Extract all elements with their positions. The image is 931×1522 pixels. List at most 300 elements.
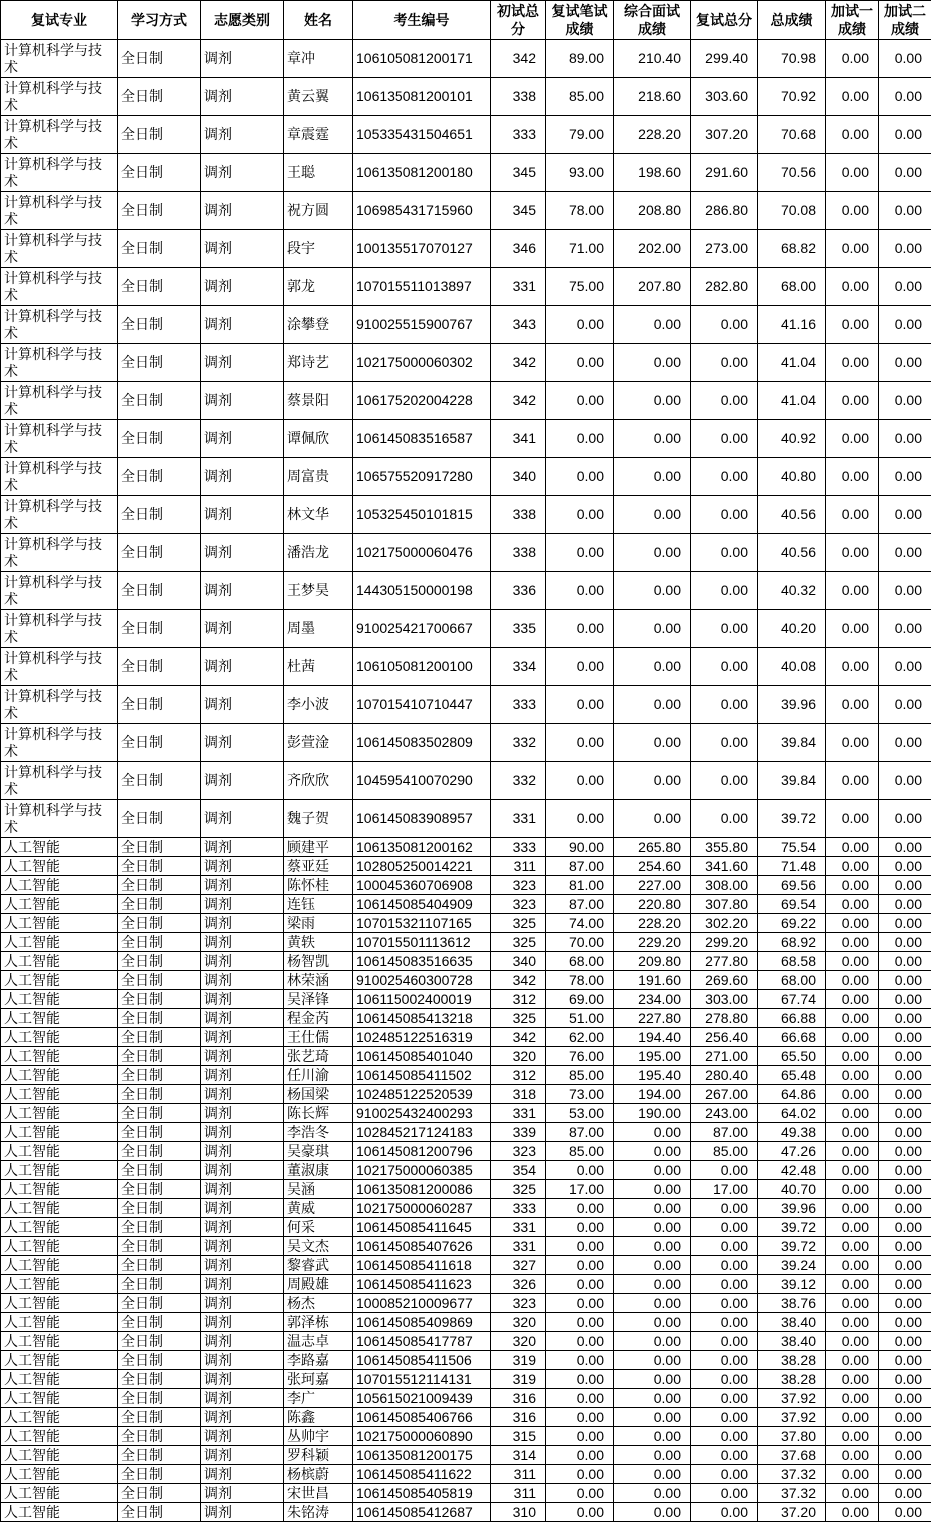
cell-extra2-score: 0.00 xyxy=(879,1294,931,1313)
cell-name: 杜茜 xyxy=(284,648,353,686)
cell-study-mode: 全日制 xyxy=(118,1161,201,1180)
cell-final-score: 39.96 xyxy=(758,1199,826,1218)
cell-written-score: 0.00 xyxy=(546,1446,614,1465)
cell-extra2-score: 0.00 xyxy=(879,192,931,230)
table-row xyxy=(1,1294,931,1313)
cell-name: 蔡亚廷 xyxy=(284,857,353,876)
cell-candidate-id: 100045360706908 xyxy=(353,876,491,895)
cell-final-score: 37.20 xyxy=(758,1503,826,1522)
cell-written-score: 0.00 xyxy=(546,1332,614,1351)
cell-retest-total: 0.00 xyxy=(691,800,758,838)
cell-written-score: 0.00 xyxy=(546,572,614,610)
cell-initial-total: 341 xyxy=(491,420,546,458)
cell-retest-total: 271.00 xyxy=(691,1047,758,1066)
cell-retest-total: 267.00 xyxy=(691,1085,758,1104)
cell-major: 人工智能 xyxy=(1,1275,118,1294)
cell-candidate-id: 102175000060385 xyxy=(353,1161,491,1180)
cell-retest-total: 0.00 xyxy=(691,344,758,382)
cell-interview-score: 198.60 xyxy=(614,154,691,192)
cell-retest-total: 286.80 xyxy=(691,192,758,230)
cell-retest-total: 0.00 xyxy=(691,534,758,572)
cell-major: 人工智能 xyxy=(1,1503,118,1522)
cell-written-score: 78.00 xyxy=(546,192,614,230)
table-row xyxy=(1,857,931,876)
cell-category: 调剂 xyxy=(201,857,284,876)
cell-initial-total: 342 xyxy=(491,344,546,382)
column-header-major: 复试专业 xyxy=(1,1,118,40)
column-header-study-mode: 学习方式 xyxy=(118,1,201,40)
cell-initial-total: 312 xyxy=(491,1066,546,1085)
table-row xyxy=(1,1218,931,1237)
table-row xyxy=(1,344,931,382)
cell-interview-score: 0.00 xyxy=(614,1180,691,1199)
table-row xyxy=(1,895,931,914)
cell-written-score: 0.00 xyxy=(546,800,614,838)
cell-retest-total: 0.00 xyxy=(691,306,758,344)
cell-written-score: 53.00 xyxy=(546,1104,614,1123)
cell-final-score: 41.04 xyxy=(758,344,826,382)
cell-name: 杨国梁 xyxy=(284,1085,353,1104)
cell-written-score: 0.00 xyxy=(546,1313,614,1332)
cell-interview-score: 229.20 xyxy=(614,933,691,952)
cell-initial-total: 342 xyxy=(491,382,546,420)
cell-name: 张珂嘉 xyxy=(284,1370,353,1389)
cell-interview-score: 234.00 xyxy=(614,990,691,1009)
table-row xyxy=(1,306,931,344)
cell-extra2-score: 0.00 xyxy=(879,1085,931,1104)
cell-interview-score: 0.00 xyxy=(614,1256,691,1275)
cell-retest-total: 303.00 xyxy=(691,990,758,1009)
cell-candidate-id: 102805250014221 xyxy=(353,857,491,876)
cell-written-score: 74.00 xyxy=(546,914,614,933)
table-row xyxy=(1,1180,931,1199)
cell-study-mode: 全日制 xyxy=(118,1351,201,1370)
cell-written-score: 0.00 xyxy=(546,1161,614,1180)
cell-interview-score: 0.00 xyxy=(614,610,691,648)
cell-extra2-score: 0.00 xyxy=(879,838,931,857)
cell-major: 人工智能 xyxy=(1,971,118,990)
cell-category: 调剂 xyxy=(201,610,284,648)
cell-candidate-id: 106135081200086 xyxy=(353,1180,491,1199)
cell-name: 吴涵 xyxy=(284,1180,353,1199)
cell-major: 人工智能 xyxy=(1,1009,118,1028)
cell-final-score: 40.92 xyxy=(758,420,826,458)
cell-interview-score: 0.00 xyxy=(614,306,691,344)
cell-category: 调剂 xyxy=(201,838,284,857)
cell-major: 计算机科学与技术 xyxy=(1,800,118,838)
cell-category: 调剂 xyxy=(201,1256,284,1275)
cell-written-score: 62.00 xyxy=(546,1028,614,1047)
cell-retest-total: 0.00 xyxy=(691,1218,758,1237)
cell-candidate-id: 106135081200180 xyxy=(353,154,491,192)
cell-extra2-score: 0.00 xyxy=(879,857,931,876)
cell-category: 调剂 xyxy=(201,895,284,914)
table-row xyxy=(1,876,931,895)
cell-extra1-score: 0.00 xyxy=(826,572,879,610)
cell-category: 调剂 xyxy=(201,268,284,306)
cell-retest-total: 282.80 xyxy=(691,268,758,306)
cell-extra2-score: 0.00 xyxy=(879,1256,931,1275)
cell-category: 调剂 xyxy=(201,1275,284,1294)
cell-category: 调剂 xyxy=(201,1161,284,1180)
cell-extra2-score: 0.00 xyxy=(879,572,931,610)
cell-initial-total: 314 xyxy=(491,1446,546,1465)
cell-major: 人工智能 xyxy=(1,952,118,971)
cell-study-mode: 全日制 xyxy=(118,344,201,382)
cell-extra1-score: 0.00 xyxy=(826,192,879,230)
cell-extra2-score: 0.00 xyxy=(879,1142,931,1161)
cell-written-score: 71.00 xyxy=(546,230,614,268)
cell-retest-total: 0.00 xyxy=(691,458,758,496)
cell-major: 计算机科学与技术 xyxy=(1,762,118,800)
cell-study-mode: 全日制 xyxy=(118,1465,201,1484)
cell-category: 调剂 xyxy=(201,458,284,496)
cell-initial-total: 340 xyxy=(491,458,546,496)
cell-category: 调剂 xyxy=(201,1503,284,1522)
cell-extra1-score: 0.00 xyxy=(826,1370,879,1389)
table-row xyxy=(1,933,931,952)
cell-written-score: 0.00 xyxy=(546,382,614,420)
cell-interview-score: 209.80 xyxy=(614,952,691,971)
cell-candidate-id: 106985431715960 xyxy=(353,192,491,230)
cell-category: 调剂 xyxy=(201,154,284,192)
cell-category: 调剂 xyxy=(201,344,284,382)
cell-category: 调剂 xyxy=(201,1332,284,1351)
cell-final-score: 42.48 xyxy=(758,1161,826,1180)
cell-study-mode: 全日制 xyxy=(118,1408,201,1427)
cell-study-mode: 全日制 xyxy=(118,1370,201,1389)
cell-extra1-score: 0.00 xyxy=(826,1237,879,1256)
cell-written-score: 0.00 xyxy=(546,1256,614,1275)
table-row xyxy=(1,1465,931,1484)
cell-extra2-score: 0.00 xyxy=(879,952,931,971)
cell-major: 人工智能 xyxy=(1,1142,118,1161)
cell-interview-score: 190.00 xyxy=(614,1104,691,1123)
cell-major: 计算机科学与技术 xyxy=(1,230,118,268)
cell-interview-score: 207.80 xyxy=(614,268,691,306)
cell-interview-score: 210.40 xyxy=(614,40,691,78)
cell-interview-score: 0.00 xyxy=(614,724,691,762)
table-row xyxy=(1,1199,931,1218)
cell-category: 调剂 xyxy=(201,1123,284,1142)
cell-extra2-score: 0.00 xyxy=(879,933,931,952)
cell-major: 计算机科学与技术 xyxy=(1,268,118,306)
cell-category: 调剂 xyxy=(201,1351,284,1370)
cell-major: 人工智能 xyxy=(1,1332,118,1351)
cell-category: 调剂 xyxy=(201,1237,284,1256)
cell-extra1-score: 0.00 xyxy=(826,1218,879,1237)
cell-name: 李浩冬 xyxy=(284,1123,353,1142)
cell-retest-total: 0.00 xyxy=(691,1313,758,1332)
cell-major: 人工智能 xyxy=(1,1465,118,1484)
cell-final-score: 38.40 xyxy=(758,1332,826,1351)
cell-final-score: 47.26 xyxy=(758,1142,826,1161)
cell-name: 王梦昊 xyxy=(284,572,353,610)
cell-written-score: 0.00 xyxy=(546,1427,614,1446)
cell-candidate-id: 107015321107165 xyxy=(353,914,491,933)
cell-name: 李小波 xyxy=(284,686,353,724)
cell-study-mode: 全日制 xyxy=(118,1237,201,1256)
cell-study-mode: 全日制 xyxy=(118,1009,201,1028)
table-row xyxy=(1,78,931,116)
cell-study-mode: 全日制 xyxy=(118,192,201,230)
cell-interview-score: 0.00 xyxy=(614,762,691,800)
cell-final-score: 39.96 xyxy=(758,686,826,724)
cell-initial-total: 331 xyxy=(491,1237,546,1256)
column-header-name: 姓名 xyxy=(284,1,353,40)
cell-candidate-id: 106145085413218 xyxy=(353,1009,491,1028)
cell-candidate-id: 107015410710447 xyxy=(353,686,491,724)
cell-study-mode: 全日制 xyxy=(118,1313,201,1332)
cell-interview-score: 218.60 xyxy=(614,78,691,116)
cell-study-mode: 全日制 xyxy=(118,1085,201,1104)
cell-initial-total: 323 xyxy=(491,876,546,895)
cell-final-score: 37.92 xyxy=(758,1389,826,1408)
cell-major: 计算机科学与技术 xyxy=(1,382,118,420)
cell-written-score: 0.00 xyxy=(546,344,614,382)
table-row xyxy=(1,496,931,534)
cell-final-score: 40.70 xyxy=(758,1180,826,1199)
cell-major: 人工智能 xyxy=(1,1161,118,1180)
cell-major: 人工智能 xyxy=(1,1199,118,1218)
cell-category: 调剂 xyxy=(201,914,284,933)
cell-extra2-score: 0.00 xyxy=(879,420,931,458)
cell-extra2-score: 0.00 xyxy=(879,1389,931,1408)
cell-retest-total: 0.00 xyxy=(691,1161,758,1180)
cell-name: 彭萱淦 xyxy=(284,724,353,762)
cell-retest-total: 0.00 xyxy=(691,1351,758,1370)
cell-extra2-score: 0.00 xyxy=(879,306,931,344)
cell-initial-total: 325 xyxy=(491,933,546,952)
cell-category: 调剂 xyxy=(201,952,284,971)
cell-category: 调剂 xyxy=(201,686,284,724)
cell-candidate-id: 106145085411623 xyxy=(353,1275,491,1294)
cell-written-score: 93.00 xyxy=(546,154,614,192)
table-row xyxy=(1,724,931,762)
cell-extra2-score: 0.00 xyxy=(879,116,931,154)
cell-name: 杨杰 xyxy=(284,1294,353,1313)
cell-written-score: 79.00 xyxy=(546,116,614,154)
cell-extra2-score: 0.00 xyxy=(879,1237,931,1256)
cell-interview-score: 0.00 xyxy=(614,1484,691,1503)
cell-extra1-score: 0.00 xyxy=(826,1446,879,1465)
cell-interview-score: 228.20 xyxy=(614,116,691,154)
cell-retest-total: 273.00 xyxy=(691,230,758,268)
cell-retest-total: 303.60 xyxy=(691,78,758,116)
cell-initial-total: 316 xyxy=(491,1408,546,1427)
cell-initial-total: 338 xyxy=(491,78,546,116)
cell-major: 人工智能 xyxy=(1,1351,118,1370)
cell-category: 调剂 xyxy=(201,230,284,268)
cell-interview-score: 0.00 xyxy=(614,458,691,496)
cell-interview-score: 0.00 xyxy=(614,1503,691,1522)
cell-major: 人工智能 xyxy=(1,876,118,895)
cell-written-score: 0.00 xyxy=(546,1408,614,1427)
cell-retest-total: 17.00 xyxy=(691,1180,758,1199)
cell-extra2-score: 0.00 xyxy=(879,686,931,724)
cell-interview-score: 0.00 xyxy=(614,1389,691,1408)
cell-name: 谭佩欣 xyxy=(284,420,353,458)
cell-candidate-id: 910025421700667 xyxy=(353,610,491,648)
cell-name: 黄威 xyxy=(284,1199,353,1218)
cell-extra2-score: 0.00 xyxy=(879,1028,931,1047)
cell-retest-total: 277.80 xyxy=(691,952,758,971)
cell-retest-total: 256.40 xyxy=(691,1028,758,1047)
cell-major: 计算机科学与技术 xyxy=(1,344,118,382)
cell-initial-total: 333 xyxy=(491,838,546,857)
cell-name: 王聪 xyxy=(284,154,353,192)
table-row xyxy=(1,40,931,78)
cell-final-score: 38.28 xyxy=(758,1351,826,1370)
cell-written-score: 51.00 xyxy=(546,1009,614,1028)
cell-candidate-id: 102485122520539 xyxy=(353,1085,491,1104)
cell-name: 章震霆 xyxy=(284,116,353,154)
cell-interview-score: 202.00 xyxy=(614,230,691,268)
cell-extra1-score: 0.00 xyxy=(826,1142,879,1161)
cell-retest-total: 0.00 xyxy=(691,1332,758,1351)
cell-initial-total: 311 xyxy=(491,857,546,876)
column-header-initial-total: 初试总分 xyxy=(491,1,546,40)
cell-final-score: 37.32 xyxy=(758,1484,826,1503)
cell-extra1-score: 0.00 xyxy=(826,40,879,78)
cell-name: 朱铭涛 xyxy=(284,1503,353,1522)
table-row xyxy=(1,1047,931,1066)
cell-name: 陈怀桂 xyxy=(284,876,353,895)
cell-final-score: 38.28 xyxy=(758,1370,826,1389)
cell-interview-score: 0.00 xyxy=(614,1408,691,1427)
cell-extra1-score: 0.00 xyxy=(826,933,879,952)
cell-major: 人工智能 xyxy=(1,1218,118,1237)
cell-written-score: 0.00 xyxy=(546,458,614,496)
cell-extra1-score: 0.00 xyxy=(826,610,879,648)
cell-extra1-score: 0.00 xyxy=(826,382,879,420)
cell-extra1-score: 0.00 xyxy=(826,1408,879,1427)
cell-major: 人工智能 xyxy=(1,1294,118,1313)
cell-study-mode: 全日制 xyxy=(118,572,201,610)
cell-major: 人工智能 xyxy=(1,838,118,857)
cell-final-score: 37.32 xyxy=(758,1465,826,1484)
cell-interview-score: 194.00 xyxy=(614,1085,691,1104)
cell-study-mode: 全日制 xyxy=(118,610,201,648)
cell-interview-score: 194.40 xyxy=(614,1028,691,1047)
cell-major: 人工智能 xyxy=(1,990,118,1009)
cell-extra1-score: 0.00 xyxy=(826,1427,879,1446)
cell-final-score: 70.56 xyxy=(758,154,826,192)
cell-final-score: 65.50 xyxy=(758,1047,826,1066)
table-row xyxy=(1,1503,931,1522)
cell-retest-total: 0.00 xyxy=(691,420,758,458)
cell-written-score: 81.00 xyxy=(546,876,614,895)
cell-retest-total: 280.40 xyxy=(691,1066,758,1085)
cell-extra1-score: 0.00 xyxy=(826,1275,879,1294)
cell-final-score: 39.72 xyxy=(758,1218,826,1237)
cell-candidate-id: 106145083516635 xyxy=(353,952,491,971)
cell-study-mode: 全日制 xyxy=(118,724,201,762)
cell-retest-total: 0.00 xyxy=(691,496,758,534)
cell-written-score: 85.00 xyxy=(546,1066,614,1085)
cell-extra2-score: 0.00 xyxy=(879,1275,931,1294)
table-row xyxy=(1,1066,931,1085)
cell-name: 黄云翼 xyxy=(284,78,353,116)
column-header-category: 志愿类别 xyxy=(201,1,284,40)
cell-retest-total: 0.00 xyxy=(691,1446,758,1465)
cell-written-score: 0.00 xyxy=(546,1199,614,1218)
cell-written-score: 76.00 xyxy=(546,1047,614,1066)
cell-study-mode: 全日制 xyxy=(118,914,201,933)
cell-extra1-score: 0.00 xyxy=(826,914,879,933)
table-row xyxy=(1,1446,931,1465)
cell-name: 丛帅宇 xyxy=(284,1427,353,1446)
cell-major: 计算机科学与技术 xyxy=(1,116,118,154)
cell-name: 杨智凯 xyxy=(284,952,353,971)
cell-final-score: 49.38 xyxy=(758,1123,826,1142)
cell-retest-total: 308.00 xyxy=(691,876,758,895)
cell-major: 人工智能 xyxy=(1,1408,118,1427)
cell-interview-score: 0.00 xyxy=(614,1370,691,1389)
cell-extra2-score: 0.00 xyxy=(879,1161,931,1180)
cell-candidate-id: 106145085409869 xyxy=(353,1313,491,1332)
cell-extra2-score: 0.00 xyxy=(879,1180,931,1199)
cell-extra2-score: 0.00 xyxy=(879,458,931,496)
cell-candidate-id: 102175000060890 xyxy=(353,1427,491,1446)
cell-name: 林文华 xyxy=(284,496,353,534)
cell-extra1-score: 0.00 xyxy=(826,154,879,192)
cell-major: 人工智能 xyxy=(1,1104,118,1123)
cell-final-score: 70.92 xyxy=(758,78,826,116)
cell-major: 计算机科学与技术 xyxy=(1,648,118,686)
cell-initial-total: 342 xyxy=(491,40,546,78)
cell-category: 调剂 xyxy=(201,724,284,762)
cell-initial-total: 331 xyxy=(491,1104,546,1123)
cell-final-score: 69.54 xyxy=(758,895,826,914)
cell-study-mode: 全日制 xyxy=(118,154,201,192)
cell-extra2-score: 0.00 xyxy=(879,1332,931,1351)
table-row xyxy=(1,1237,931,1256)
cell-study-mode: 全日制 xyxy=(118,1389,201,1408)
cell-final-score: 40.20 xyxy=(758,610,826,648)
cell-extra1-score: 0.00 xyxy=(826,1199,879,1218)
cell-extra2-score: 0.00 xyxy=(879,1427,931,1446)
cell-candidate-id: 104595410070290 xyxy=(353,762,491,800)
cell-study-mode: 全日制 xyxy=(118,895,201,914)
cell-extra1-score: 0.00 xyxy=(826,857,879,876)
cell-candidate-id: 102175000060302 xyxy=(353,344,491,382)
cell-name: 李广 xyxy=(284,1389,353,1408)
cell-major: 人工智能 xyxy=(1,1313,118,1332)
cell-study-mode: 全日制 xyxy=(118,268,201,306)
cell-retest-total: 269.60 xyxy=(691,971,758,990)
cell-major: 人工智能 xyxy=(1,1427,118,1446)
cell-extra1-score: 0.00 xyxy=(826,1009,879,1028)
cell-major: 人工智能 xyxy=(1,1237,118,1256)
cell-interview-score: 0.00 xyxy=(614,1446,691,1465)
cell-final-score: 71.48 xyxy=(758,857,826,876)
cell-final-score: 66.88 xyxy=(758,1009,826,1028)
cell-initial-total: 332 xyxy=(491,762,546,800)
cell-retest-total: 341.60 xyxy=(691,857,758,876)
cell-category: 调剂 xyxy=(201,1180,284,1199)
cell-interview-score: 195.40 xyxy=(614,1066,691,1085)
cell-extra1-score: 0.00 xyxy=(826,724,879,762)
cell-study-mode: 全日制 xyxy=(118,1427,201,1446)
cell-category: 调剂 xyxy=(201,40,284,78)
cell-retest-total: 0.00 xyxy=(691,1465,758,1484)
cell-major: 计算机科学与技术 xyxy=(1,420,118,458)
table-row xyxy=(1,154,931,192)
cell-written-score: 0.00 xyxy=(546,1389,614,1408)
cell-category: 调剂 xyxy=(201,1009,284,1028)
cell-major: 人工智能 xyxy=(1,857,118,876)
